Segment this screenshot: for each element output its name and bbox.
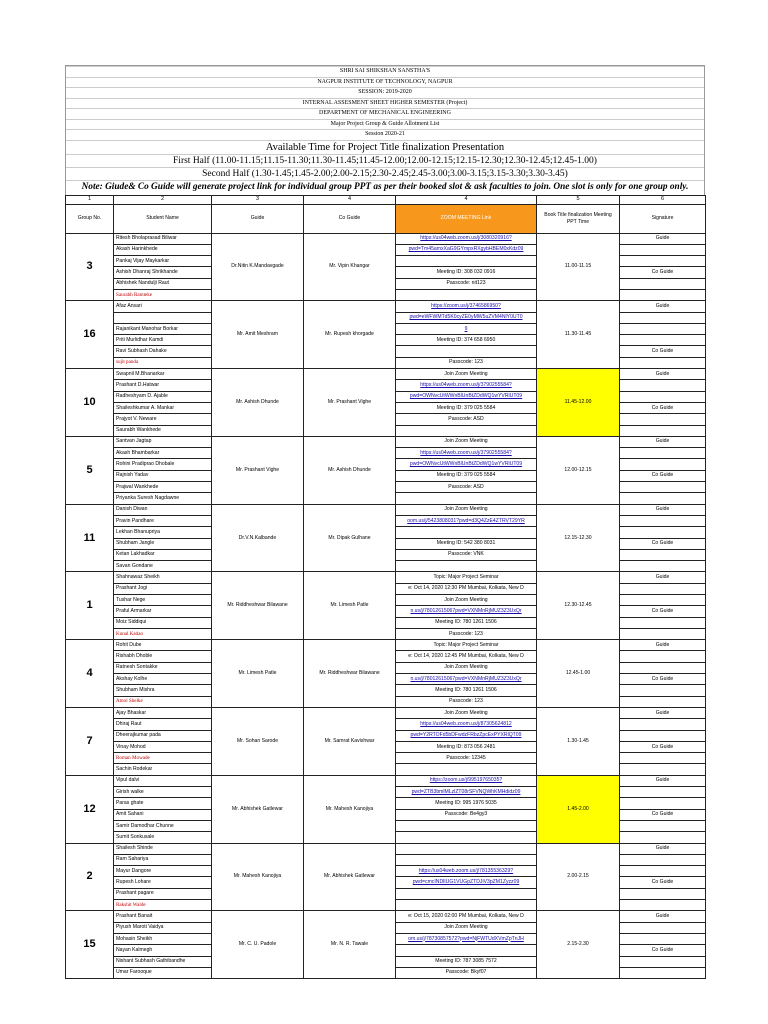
signature-cell (620, 832, 706, 843)
student-name: Rishabh Dhoble (114, 651, 212, 662)
student-name: Afaz Ansari (114, 301, 212, 312)
signature-cell (620, 289, 706, 300)
co-guide-name: Mr. Prashant Vighe (304, 369, 396, 437)
zoom-meeting-line[interactable]: pwd=Y2RTOFd5bDFwdzFRbzZpcExPYXRlQT09 (396, 730, 537, 741)
student-name: Roman Mowade (114, 753, 212, 764)
co-guide-name: Mr. N. R. Tawale (304, 911, 396, 979)
guide-name: Mr. Abhishek Gatlewar (212, 775, 304, 843)
student-name: Shubham Jangle (114, 538, 212, 549)
zoom-meeting-line[interactable]: pwd=ZTB3bmlMLzlZT08rSFVNQWhKMHdidz09 (396, 787, 537, 798)
table-row (66, 707, 706, 718)
co-guide-name: Mr. Rupesh khorgade (304, 301, 396, 369)
signature-cell: Co Guide (620, 877, 706, 888)
zoom-meeting-line: Topic: Major Project Seminar (396, 640, 537, 651)
student-name: Rajanikant Manohar Borkar (114, 323, 212, 334)
student-name: Abhishek Nandulji Raut (114, 278, 212, 289)
signature-cell: Co Guide (620, 606, 706, 617)
signature-cell (620, 380, 706, 391)
signature-cell: Guide (620, 707, 706, 718)
co-guide-name: Mr. Abhishek Gatlewar (304, 843, 396, 911)
co-guide-name: Mr. Dipak Gulhane (304, 504, 396, 572)
zoom-meeting-line (396, 820, 537, 831)
zoom-meeting-line[interactable]: https://us04web.zoom.us/j/87305624812 (396, 719, 537, 730)
zoom-meeting-line: Meeting ID: 780 1261 1506 (396, 685, 537, 696)
zoom-meeting-line: Join Zoom Meeting (396, 662, 537, 673)
signature-cell: Co Guide (620, 402, 706, 413)
student-name: Prajyot V. Neware (114, 414, 212, 425)
student-name: Amit Sahani (114, 809, 212, 820)
student-name: Tushar Nege (114, 595, 212, 606)
zoom-meeting-line: Meeting ID: 379 025 5584 (396, 470, 537, 481)
group-number: 7 (66, 707, 114, 775)
student-name: Ratnesh Sontakke (114, 662, 212, 673)
signature-cell (620, 357, 706, 368)
student-name: Dhiraj Raut (114, 719, 212, 730)
allotment-sheet (65, 65, 705, 979)
student-name: Moiz Siddiqui (114, 617, 212, 628)
signature-cell (620, 854, 706, 865)
student-name: Shailesh Shinde (114, 843, 212, 854)
zoom-meeting-line[interactable]: pwd=OWNvcUtWWnBlUnBtZDdWQ1wYVRlUT09 (396, 391, 537, 402)
student-name: Ravi Subhash Dahake (114, 346, 212, 357)
zoom-meeting-line[interactable]: https://us04web.zoom.us/j/78135536329? (396, 866, 537, 877)
zoom-meeting-line: Passcode: Bkyf07 (396, 967, 537, 978)
zoom-meeting-line: Passcode: ASD (396, 482, 537, 493)
signature-cell (620, 312, 706, 323)
header-line-institute: SHRI SAI SHIKSHAN SANSTHA'S (66, 66, 704, 77)
zoom-meeting-line: Meeting ID: 379 025 5584 (396, 402, 537, 413)
student-name: Prashant Banait (114, 911, 212, 922)
column-number: 3 (212, 195, 304, 204)
student-name: Danish Diwan (114, 504, 212, 515)
co-guide-name: Mr. Limesh Patle (304, 572, 396, 640)
signature-cell (620, 583, 706, 594)
table-row (66, 572, 706, 583)
signature-cell (620, 820, 706, 831)
zoom-meeting-line: e: Oct 15, 2020 02:00 PM Mumbai, Kolkata, New D (396, 911, 537, 922)
zoom-meeting-line[interactable]: https://zoom.us/j/3746586950? (396, 301, 537, 312)
signature-cell (620, 278, 706, 289)
student-name: Amol Shelke (114, 696, 212, 707)
zoom-meeting-line (396, 832, 537, 843)
column-number: 4 (396, 195, 537, 204)
table-row (66, 843, 706, 854)
ppt-time: 12.00-12.15 (537, 436, 620, 504)
zoom-meeting-line[interactable]: n.us/j/78012615067pwd=VXNMnRjMUZ3Z3UxQr (396, 674, 537, 685)
table-row (66, 504, 706, 515)
student-name: Swapnil M.Bhanarkar (114, 369, 212, 380)
zoom-meeting-line: Meeting ID: 780 1261 1506 (396, 617, 537, 628)
signature-cell: Co Guide (620, 267, 706, 278)
signature-cell (620, 719, 706, 730)
student-name: Ram Sahariya (114, 854, 212, 865)
signature-cell (620, 391, 706, 402)
group-number: 11 (66, 504, 114, 572)
signature-cell (620, 515, 706, 526)
column-number: 1 (66, 195, 114, 204)
zoom-meeting-line[interactable]: om.us/j/78730857572?pwd=NjFWTUdXVmZpTnJH (396, 933, 537, 944)
signature-cell (620, 549, 706, 560)
signature-cell: Co Guide (620, 346, 706, 357)
table-row (66, 911, 706, 922)
student-name: Saurabh Ramteke (114, 289, 212, 300)
column-number: 5 (537, 195, 620, 204)
student-name: Prashant Jogi (114, 583, 212, 594)
signature-cell (620, 482, 706, 493)
zoom-meeting-line: e: Oct 14, 2020 12:30 PM Mumbai, Kolkata, New D (396, 583, 537, 594)
zoom-meeting-line[interactable]: n.us/j/78012615067pwd=VXNMnRjMUZ3Z3UxQr (396, 606, 537, 617)
student-name: Samir Damodhar Chunne (114, 820, 212, 831)
zoom-meeting-line: Join Zoom Meeting (396, 436, 537, 447)
table-row (66, 436, 706, 447)
sheet-header (65, 65, 705, 195)
student-name: Rajnish Yadav (114, 470, 212, 481)
zoom-meeting-line (396, 843, 537, 854)
ppt-time: 2.15-2.30 (537, 911, 620, 979)
ppt-time: 1.30-1.45 (537, 707, 620, 775)
zoom-meeting-line: Join Zoom Meeting (396, 707, 537, 718)
group-number: 5 (66, 436, 114, 504)
co-guide-name: Mr. Vipin Khangar (304, 233, 396, 301)
student-name: Shubham Mishra (114, 685, 212, 696)
zoom-meeting-line: Passcode: ASD (396, 414, 537, 425)
zoom-meeting-line: Meeting ID: 374 658 6950 (396, 335, 537, 346)
student-name: Santvan Jagtap (114, 436, 212, 447)
guide-name: Dr.V.N.Kalbande (212, 504, 304, 572)
zoom-meeting-line (396, 527, 537, 538)
header-row (66, 204, 706, 233)
signature-cell (620, 888, 706, 899)
header-line-session-2021: Session 2020-21 (66, 129, 704, 140)
signature-cell: Guide (620, 572, 706, 583)
guide-name: Mr. Limesh Patle (212, 640, 304, 708)
zoom-meeting-line[interactable]: 9 (396, 323, 537, 334)
header-zoom-link: ZOOM MEETING Link (396, 204, 537, 233)
zoom-meeting-line (396, 493, 537, 504)
student-name: Kunal Kadao (114, 628, 212, 639)
signature-cell: Guide (620, 233, 706, 244)
table-row (66, 775, 706, 786)
allotment-table (65, 195, 706, 980)
signature-cell (620, 900, 706, 911)
signature-cell (620, 448, 706, 459)
zoom-meeting-line: Meeting ID: 787 3085 7572 (396, 956, 537, 967)
zoom-meeting-line: e: Oct 14, 2020 12:45 PM Mumbai, Kolkata, New D (396, 651, 537, 662)
ppt-time: 12.15-12.30 (537, 504, 620, 572)
signature-cell (620, 425, 706, 436)
group-number: 16 (66, 301, 114, 369)
student-name: Nayan Kalmegh (114, 945, 212, 956)
zoom-meeting-line: Join Zoom Meeting (396, 504, 537, 515)
zoom-meeting-line[interactable]: oom.us/j/5423808031?pwd=d3Q4ZzE4ZTRVT29YR (396, 515, 537, 526)
signature-cell (620, 764, 706, 775)
zoom-meeting-line[interactable]: https://us04web.zoom.us/j/3080320916? (396, 233, 537, 244)
group-number: 1 (66, 572, 114, 640)
signature-cell (620, 459, 706, 470)
signature-cell (620, 866, 706, 877)
header-line-list-title: Major Project Group & Guide Allotment List (66, 119, 704, 130)
signature-cell: Co Guide (620, 741, 706, 752)
zoom-meeting-line (396, 561, 537, 572)
signature-cell: Guide (620, 911, 706, 922)
available-time-title: Available Time for Project Title finalization Presentation (66, 140, 704, 154)
guide-name: Mr. Prashant Vighe (212, 436, 304, 504)
signature-cell (620, 798, 706, 809)
zoom-meeting-line (396, 256, 537, 267)
zoom-meeting-line: Passcode: 123 (396, 357, 537, 368)
header-line-college: NAGPUR INSTITUTE OF TECHNOLOGY, NAGPUR (66, 77, 704, 88)
zoom-meeting-line[interactable]: pwd=cmcINDlIUG1VUGpZTDJiV3pZM1Zyzz09 (396, 877, 537, 888)
signature-cell: Guide (620, 640, 706, 651)
column-number-row (66, 195, 706, 204)
signature-cell (620, 730, 706, 741)
ppt-time: 11.00-11.15 (537, 233, 620, 301)
student-name: Ritesh Bholaprasad Biliwar (114, 233, 212, 244)
zoom-meeting-line (396, 945, 537, 956)
ppt-time: 11.45-12.00 (537, 369, 620, 437)
group-number: 12 (66, 775, 114, 843)
zoom-meeting-line: Join Zoom Meeting (396, 595, 537, 606)
signature-cell (620, 256, 706, 267)
guide-name: Dr.Nitin K.Mandavgade (212, 233, 304, 301)
student-name: Ashish Dhanraj Shrikhande (114, 267, 212, 278)
student-name: Prashant D.Hatwar (114, 380, 212, 391)
guide-note: Note: Giude& Co Guide will generate project link for individual group PPT as per their booked slot & ask faculties to join. One slot is only for one group only. (66, 180, 704, 195)
guide-name: Mr. Ashish Dhunde (212, 369, 304, 437)
second-half-slots: Second Half (1.30-1.45;1.45-2.00;2.00-2.15;2.30-2.45;2.45-3.00;3.00-3.15;3.15-3.30;3.30-3.45) (66, 167, 704, 180)
table-row (66, 640, 706, 651)
signature-cell: Co Guide (620, 674, 706, 685)
first-half-slots: First Half (11.00-11.15;11.15-11.30;11.30-11.45;11.45-12.00;12.00-12.15;12.15-12.30;12.30-12.45;12.45-1.00) (66, 154, 704, 167)
student-name: Piyush Maroti Vaidya (114, 922, 212, 933)
zoom-meeting-line[interactable]: https://zoom.us/j/99519765035? (396, 775, 537, 786)
signature-cell: Co Guide (620, 809, 706, 820)
group-number: 4 (66, 640, 114, 708)
zoom-meeting-line[interactable]: https://us04web.zoom.us/j/3790255584? (396, 448, 537, 459)
student-name: Sumit Sonkusale (114, 832, 212, 843)
signature-cell (620, 527, 706, 538)
co-guide-name: Mr. Samrat Kavishwar (304, 707, 396, 775)
group-number: 3 (66, 233, 114, 301)
student-name: Pravin Pandhare (114, 515, 212, 526)
header-line-session: SESSION: 2019-2020 (66, 87, 704, 98)
signature-cell (620, 753, 706, 764)
student-name: Rohit Dube (114, 640, 212, 651)
signature-cell (620, 617, 706, 628)
zoom-meeting-line: Join Zoom Meeting (396, 922, 537, 933)
zoom-meeting-line: Meeting ID: 542 380 8031 (396, 538, 537, 549)
zoom-meeting-line[interactable]: pwd=OWNvcUtWWnBlUnBtZDdWQ1wYVRlUT09 (396, 459, 537, 470)
guide-name: Mr. C. U. Padole (212, 911, 304, 979)
group-number: 15 (66, 911, 114, 979)
ppt-time: 11.30-11.45 (537, 301, 620, 369)
zoom-meeting-line (396, 289, 537, 300)
table-row (66, 301, 706, 312)
zoom-meeting-line (396, 900, 537, 911)
column-number: 4 (304, 195, 396, 204)
zoom-meeting-line: Meeting ID: 308 032 0916 (396, 267, 537, 278)
signature-cell (620, 493, 706, 504)
guide-name: Mr. Mahesh Kanojiya (212, 843, 304, 911)
zoom-meeting-line: Meeting ID: 873 056 2481 (396, 741, 537, 752)
zoom-meeting-line (396, 425, 537, 436)
header-guide: Guide (212, 204, 304, 233)
student-name: Rohini Pradiprao Dhobale (114, 459, 212, 470)
student-name: Praful Armarkar (114, 606, 212, 617)
signature-cell (620, 414, 706, 425)
signature-cell: Guide (620, 843, 706, 854)
signature-cell: Guide (620, 775, 706, 786)
student-name: Ajay Bhaskar (114, 707, 212, 718)
student-name (114, 312, 212, 323)
zoom-meeting-line: Passcode: 12345 (396, 753, 537, 764)
header-co-guide: Co Guide (304, 204, 396, 233)
signature-cell (620, 933, 706, 944)
student-name: Vinay Mohod (114, 741, 212, 752)
zoom-meeting-line: Join Zoom Meeting (396, 369, 537, 380)
ppt-time: 2.00-2.15 (537, 843, 620, 911)
student-name: Sachin Rodekar (114, 764, 212, 775)
ppt-time: 12.30-12.45 (537, 572, 620, 640)
table-row (66, 369, 706, 380)
student-name: Akshay Kolhe (114, 674, 212, 685)
zoom-meeting-line: Meeting ID: 995 1976 5035 (396, 798, 537, 809)
student-name: Ketan Lakhadkar (114, 549, 212, 560)
student-name: Rupesh Lohare (114, 877, 212, 888)
guide-name: Mr. Amit Meshram (212, 301, 304, 369)
guide-name: Mr. Sohan Sarode (212, 707, 304, 775)
zoom-meeting-line[interactable]: https://us04web.zoom.us/j/3790255584? (396, 380, 537, 391)
signature-cell: Co Guide (620, 945, 706, 956)
signature-cell: Guide (620, 504, 706, 515)
signature-cell (620, 662, 706, 673)
signature-cell (620, 922, 706, 933)
table-row (66, 233, 706, 244)
signature-cell (620, 956, 706, 967)
header-signature: Signature (620, 204, 706, 233)
signature-cell: Guide (620, 436, 706, 447)
header-ppt-time: Book Title finalization Meeting PPT Time (537, 204, 620, 233)
student-name: Saurabh Wankhede (114, 425, 212, 436)
co-guide-name: Mr. Mahesh Kanojiya (304, 775, 396, 843)
student-name: Lekhan Bhanupriya (114, 527, 212, 538)
student-name: Girish walke (114, 787, 212, 798)
signature-cell (620, 335, 706, 346)
zoom-meeting-line (396, 764, 537, 775)
student-name: Nishant Subhash Gathibandhe (114, 956, 212, 967)
zoom-meeting-line[interactable]: pwd=eWFWMTd5K0cyZE0yMW5uZVM4NlY0UT0 (396, 312, 537, 323)
zoom-meeting-line (396, 854, 537, 865)
signature-cell (620, 628, 706, 639)
header-group-no: Group No. (66, 204, 114, 233)
student-name: Rakshit Walde (114, 900, 212, 911)
zoom-meeting-line (396, 888, 537, 899)
student-name: Akash Harinkhede (114, 244, 212, 255)
header-line-department: DEPARTMENT OF MECHANICAL ENGINEERING (66, 108, 704, 119)
student-name: Savan Gondane (114, 561, 212, 572)
group-number: 2 (66, 843, 114, 911)
header-line-assessment: INTERNAL ASSESMENT SHEET HIGHER SEMESTER (Project) (66, 98, 704, 109)
student-name: Priti Murlidhar Kamdi (114, 335, 212, 346)
signature-cell (620, 685, 706, 696)
student-name: Shaileshkumar A. Mankar (114, 402, 212, 413)
signature-cell (620, 696, 706, 707)
student-name: Pankaj Vijay Maykarkar (114, 256, 212, 267)
zoom-meeting-line[interactable]: pwd=Tm45amxXaG9GYmpxRXgybHBEM0xKdz09 (396, 244, 537, 255)
student-name: Dheerajkumar pada (114, 730, 212, 741)
student-name: Paras ghate (114, 798, 212, 809)
group-number: 10 (66, 369, 114, 437)
signature-cell (620, 651, 706, 662)
zoom-meeting-line: Passcode: Be4gy3 (396, 809, 537, 820)
student-name: Mohasin Sheikh (114, 933, 212, 944)
zoom-meeting-line: Passcode: 123 (396, 628, 537, 639)
column-number: 2 (114, 195, 212, 204)
signature-cell: Co Guide (620, 538, 706, 549)
student-name: sujit panda (114, 357, 212, 368)
signature-cell: Co Guide (620, 470, 706, 481)
signature-cell (620, 787, 706, 798)
zoom-meeting-line (396, 346, 537, 357)
signature-cell (620, 244, 706, 255)
column-number: 6 (620, 195, 706, 204)
zoom-meeting-line: Topic: Major Project Seminar (396, 572, 537, 583)
zoom-meeting-line: Passcode: VNK (396, 549, 537, 560)
ppt-time: 1.45-2.00 (537, 775, 620, 843)
student-name: Prashant pagare (114, 888, 212, 899)
student-name: Umar Farooque (114, 967, 212, 978)
signature-cell (620, 561, 706, 572)
zoom-meeting-line: Passcode: nit123 (396, 278, 537, 289)
signature-cell: Guide (620, 301, 706, 312)
signature-cell (620, 323, 706, 334)
student-name: Vipul dalvi (114, 775, 212, 786)
student-name: Akash Bhambarkar (114, 448, 212, 459)
guide-name: Mr. Riddheshwar Bilawane (212, 572, 304, 640)
student-name: Priyanka Suresh Nagdawne (114, 493, 212, 504)
student-name: Shahnawaz Sheikh (114, 572, 212, 583)
student-name: Mayur Dangore (114, 866, 212, 877)
co-guide-name: Mr. Ashish Dhunde (304, 436, 396, 504)
signature-cell: Guide (620, 369, 706, 380)
ppt-time: 12.45-1.00 (537, 640, 620, 708)
zoom-meeting-line: Passcode: 123 (396, 696, 537, 707)
signature-cell (620, 967, 706, 978)
student-name: Radheshyam D. Ajable (114, 391, 212, 402)
co-guide-name: Mr. Riddheshwar Bilawane (304, 640, 396, 708)
signature-cell (620, 595, 706, 606)
student-name: Prajwal Wankhede (114, 482, 212, 493)
header-student-name: Student Name (114, 204, 212, 233)
